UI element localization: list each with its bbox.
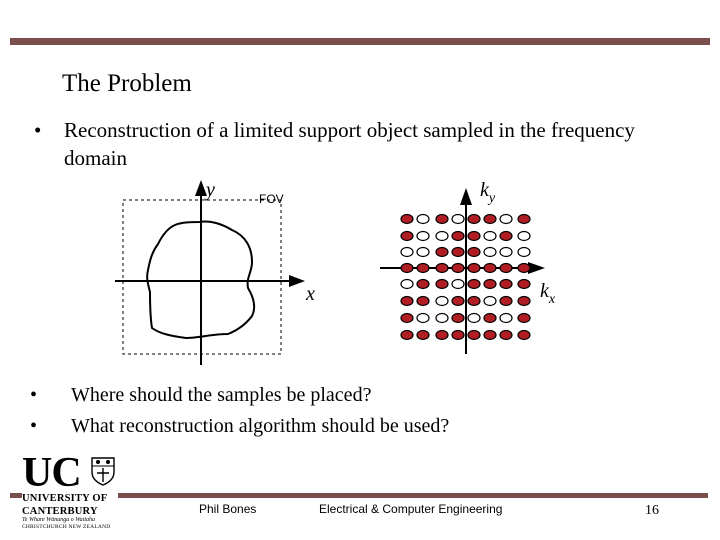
filled-sample-point [452,331,464,340]
kx-axis-subscript: x [548,292,556,307]
bullet-dot: • [30,415,38,437]
empty-sample-point [500,314,512,323]
filled-sample-point [436,215,448,224]
filled-sample-point [401,331,413,340]
empty-sample-point [417,215,429,224]
empty-sample-point [484,248,496,257]
filled-sample-point [401,215,413,224]
filled-sample-point [468,248,480,257]
x-axis-arrowhead [289,275,305,287]
filled-sample-point [518,314,530,323]
filled-sample-point [436,331,448,340]
filled-sample-point [452,232,464,241]
filled-sample-point [436,280,448,289]
empty-sample-point [401,280,413,289]
filled-sample-point [468,215,480,224]
sub-bullet [30,411,449,442]
filled-sample-point [436,248,448,257]
empty-sample-point [484,297,496,306]
empty-sample-point [518,232,530,241]
filled-sample-point [500,232,512,241]
filled-sample-point [484,280,496,289]
filled-sample-point [417,331,429,340]
filled-sample-point [500,264,512,273]
empty-sample-point [468,314,480,323]
sub-bullet-text: What reconstruction algorithm should be used? [71,415,450,437]
empty-sample-point [500,215,512,224]
empty-sample-point [518,248,530,257]
x-axis-label: x [306,283,315,305]
filled-sample-point [468,297,480,306]
filled-sample-point [417,297,429,306]
page-number: 16 [645,503,659,518]
filled-sample-point [452,314,464,323]
filled-sample-point [518,264,530,273]
empty-sample-point [436,314,448,323]
filled-sample-point [401,232,413,241]
filled-sample-point [518,297,530,306]
logo-canterbury: CANTERBURY [22,506,98,517]
filled-sample-point [500,297,512,306]
bullet-dot: • [34,118,42,142]
filled-sample-point [401,314,413,323]
filled-sample-point [484,264,496,273]
filled-sample-point [484,314,496,323]
sub-bullet-text: Where should the samples be placed? [71,384,372,406]
ky-axis-label [480,179,496,206]
filled-sample-point [468,280,480,289]
bottom-accent-bar [118,493,708,498]
ky-axis-arrowhead [460,188,472,205]
filled-sample-point [468,232,480,241]
filled-sample-point [401,264,413,273]
filled-sample-point [417,264,429,273]
filled-sample-point [484,331,496,340]
logo-city: CHRISTCHURCH NEW ZEALAND [22,524,111,530]
filled-sample-point [436,264,448,273]
filled-sample-point [518,215,530,224]
empty-sample-point [436,297,448,306]
empty-sample-point [484,232,496,241]
empty-sample-point [452,215,464,224]
filled-sample-point [518,280,530,289]
ky-axis-letter: k [480,179,489,201]
crest-icon [90,456,116,486]
filled-sample-point [401,297,413,306]
bullet-dot: • [30,384,38,406]
bottom-accent-bar-left [10,493,22,498]
kx-axis-letter: k [540,280,549,302]
footer-department: Electrical & Computer Engineering [319,502,503,516]
filled-sample-point [468,264,480,273]
slide-title: The Problem [62,70,192,97]
filled-sample-point [518,331,530,340]
empty-sample-point [452,280,464,289]
logo-university-of: UNIVERSITY OF [22,493,108,504]
logo-uc-wordmark: UC [22,450,81,496]
filled-sample-point [417,280,429,289]
main-bullet-text: Reconstruction of a limited support object sampled in the frequency domain [64,118,635,170]
empty-sample-point [436,232,448,241]
filled-sample-point [500,280,512,289]
kx-axis-label [540,280,556,307]
empty-sample-point [500,248,512,257]
fov-label: FOV [259,192,284,206]
sub-bullet-list [30,380,449,442]
filled-sample-point [452,297,464,306]
empty-sample-point [417,232,429,241]
filled-sample-point [468,331,480,340]
empty-sample-point [417,248,429,257]
ky-axis-subscript: y [488,191,496,206]
filled-sample-point [500,331,512,340]
logo-maori-name: Te Whare Wānanga o Waitaha [22,517,96,523]
empty-sample-point [401,248,413,257]
footer-author: Phil Bones [199,502,257,516]
filled-sample-point [452,264,464,273]
filled-sample-point [484,215,496,224]
y-axis-label: y [206,179,215,201]
sub-bullet [30,380,449,411]
empty-sample-point [417,314,429,323]
filled-sample-point [452,248,464,257]
